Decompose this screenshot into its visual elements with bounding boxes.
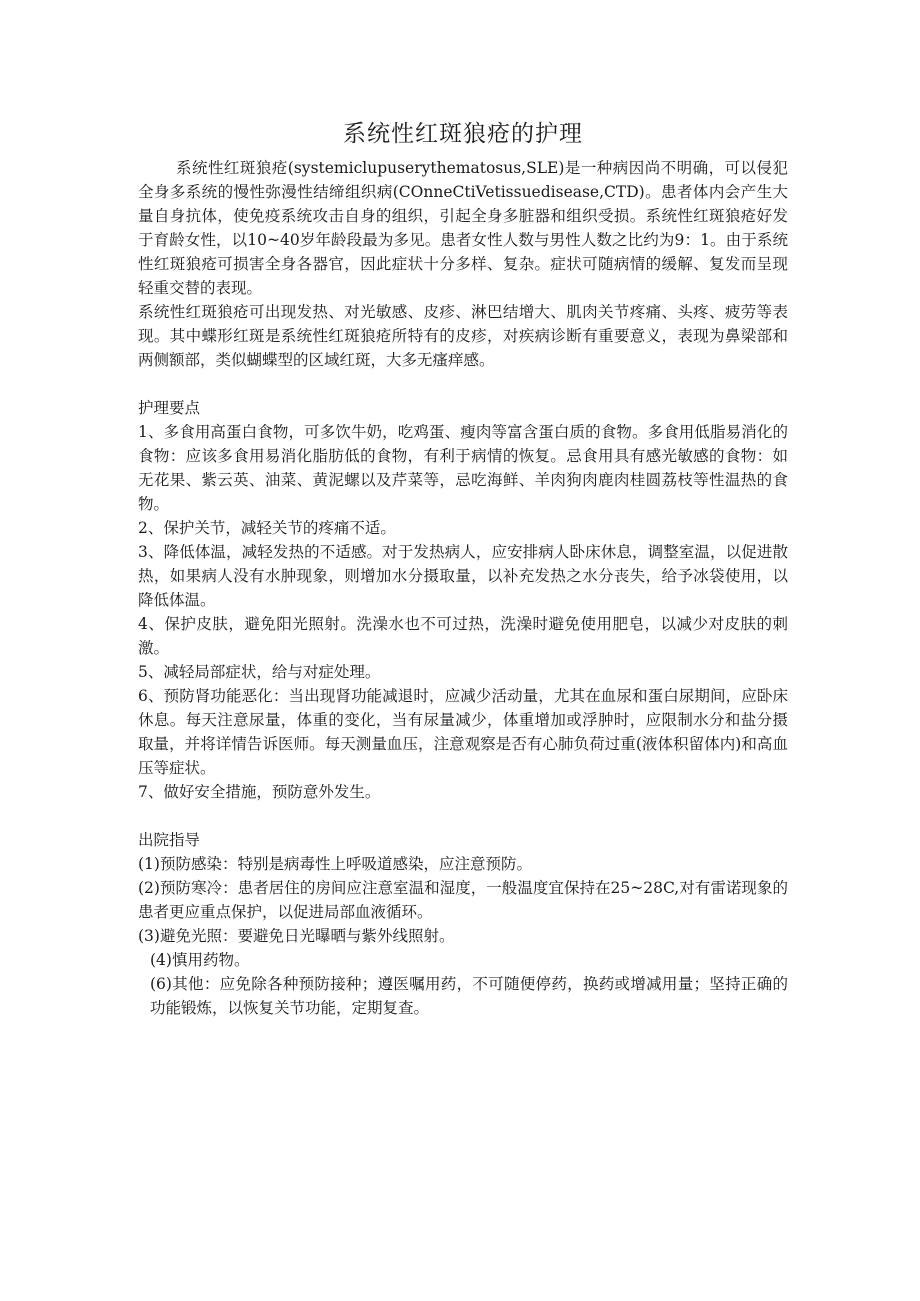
nursing-item-4: 4、保护皮肤，避免阳光照射。洗澡水也不可过热，洗澡时避免使用肥皂，以减少对皮肤的刺激。 [138, 615, 788, 657]
nursing-item-2: 2、保护关节，减轻关节的疼痛不适。 [138, 519, 396, 537]
section-spacer [138, 804, 788, 828]
nursing-item-5: 5、减轻局部症状，给与对症处理。 [138, 663, 381, 681]
document-page [138, 118, 788, 1020]
nursing-heading: 护理要点 [138, 399, 201, 417]
discharge-item-2: (2)预防寒冷：患者居住的房间应注意室温和湿度，一般温度宜保持在25~28C,对有雷诺现象的患者更应重点保护，以促进局部血液循环。 [138, 879, 788, 921]
section-spacer [138, 372, 788, 396]
page-title: 系统性红斑狼疮的护理 [343, 121, 583, 147]
discharge-item-1: (1)预防感染：特别是病毒性上呼吸道感染，应注意预防。 [138, 855, 532, 873]
nursing-item-6: 6、预防肾功能恶化：当出现肾功能减退时，应减少活动量，尤其在血尿和蛋白尿期间，应卧床休息。每天注意尿量，体重的变化，当有尿量减少，体重增加或浮肿时，应限制水分和盐分摄取量，并将详情告诉医师。每天测量血压，注意观察是否有心肺负荷过重(液体积留体内)和高血压等症状。 [138, 687, 788, 777]
discharge-heading: 出院指导 [138, 831, 201, 849]
nursing-item-1: 1、多食用高蛋白食物，可多饮牛奶，吃鸡蛋、瘦肉等富含蛋白质的食物。多食用低脂易消化的食物：应该多食用易消化脂肪低的食物，有利于病情的恢复。忌食用具有感光敏感的食物：如无花果、紫云英、油菜、黄泥螺以及芹菜等，忌吃海鲜、羊肉狗肉鹿肉桂圆荔枝等性温热的食物。 [138, 423, 788, 513]
discharge-item-6: (6)其他：应免除各种预防接种；遵医嘱用药，不可随便停药，换药或增减用量；坚持正确的功能锻炼，以恢复关节功能，定期复查。 [150, 975, 788, 1017]
discharge-item-3: (3)避免光照：要避免日光曝晒与紫外线照射。 [138, 927, 455, 945]
nursing-item-3: 3、降低体温，减轻发热的不适感。对于发热病人，应安排病人卧床休息，调整室温，以促进散热，如果病人没有水肿现象，则增加水分摄取量，以补充发热之水分丧失，给予冰袋使用，以降低体温。 [138, 543, 788, 609]
intro-paragraph-1: 系统性红斑狼疮(systemiclupuserythematosus,SLE)是一种病因尚不明确，可以侵犯全身多系统的慢性弥漫性结缔组织病(COnneCtiVetissuedisease,CTD)。患者体内会产生大量自身抗体，使免疫系统攻击自身的组织，引起全身多脏器和组织受损。系统性红斑狼疮好发于育龄女性，以10~40岁年龄段最为多见。患者女性人数与男性人数之比约为9：1。由于系统性红斑狼疮可损害全身各器官，因此症状十分多样、复杂。症状可随病情的缓解、复发而呈现轻重交替的表现。 [138, 159, 788, 297]
discharge-item-4: (4)慎用药物。 [150, 951, 250, 969]
intro-paragraph-2: 系统性红斑狼疮可出现发热、对光敏感、皮疹、淋巴结增大、肌肉关节疼痛、头疼、疲劳等表现。其中蝶形红斑是系统性红斑狼疮所特有的皮疹，对疾病诊断有重要意义，表现为鼻梁部和两侧额部，类似蝴蝶型的区域红斑，大多无瘙痒感。 [138, 303, 788, 369]
nursing-item-7: 7、做好安全措施，预防意外发生。 [138, 783, 381, 801]
